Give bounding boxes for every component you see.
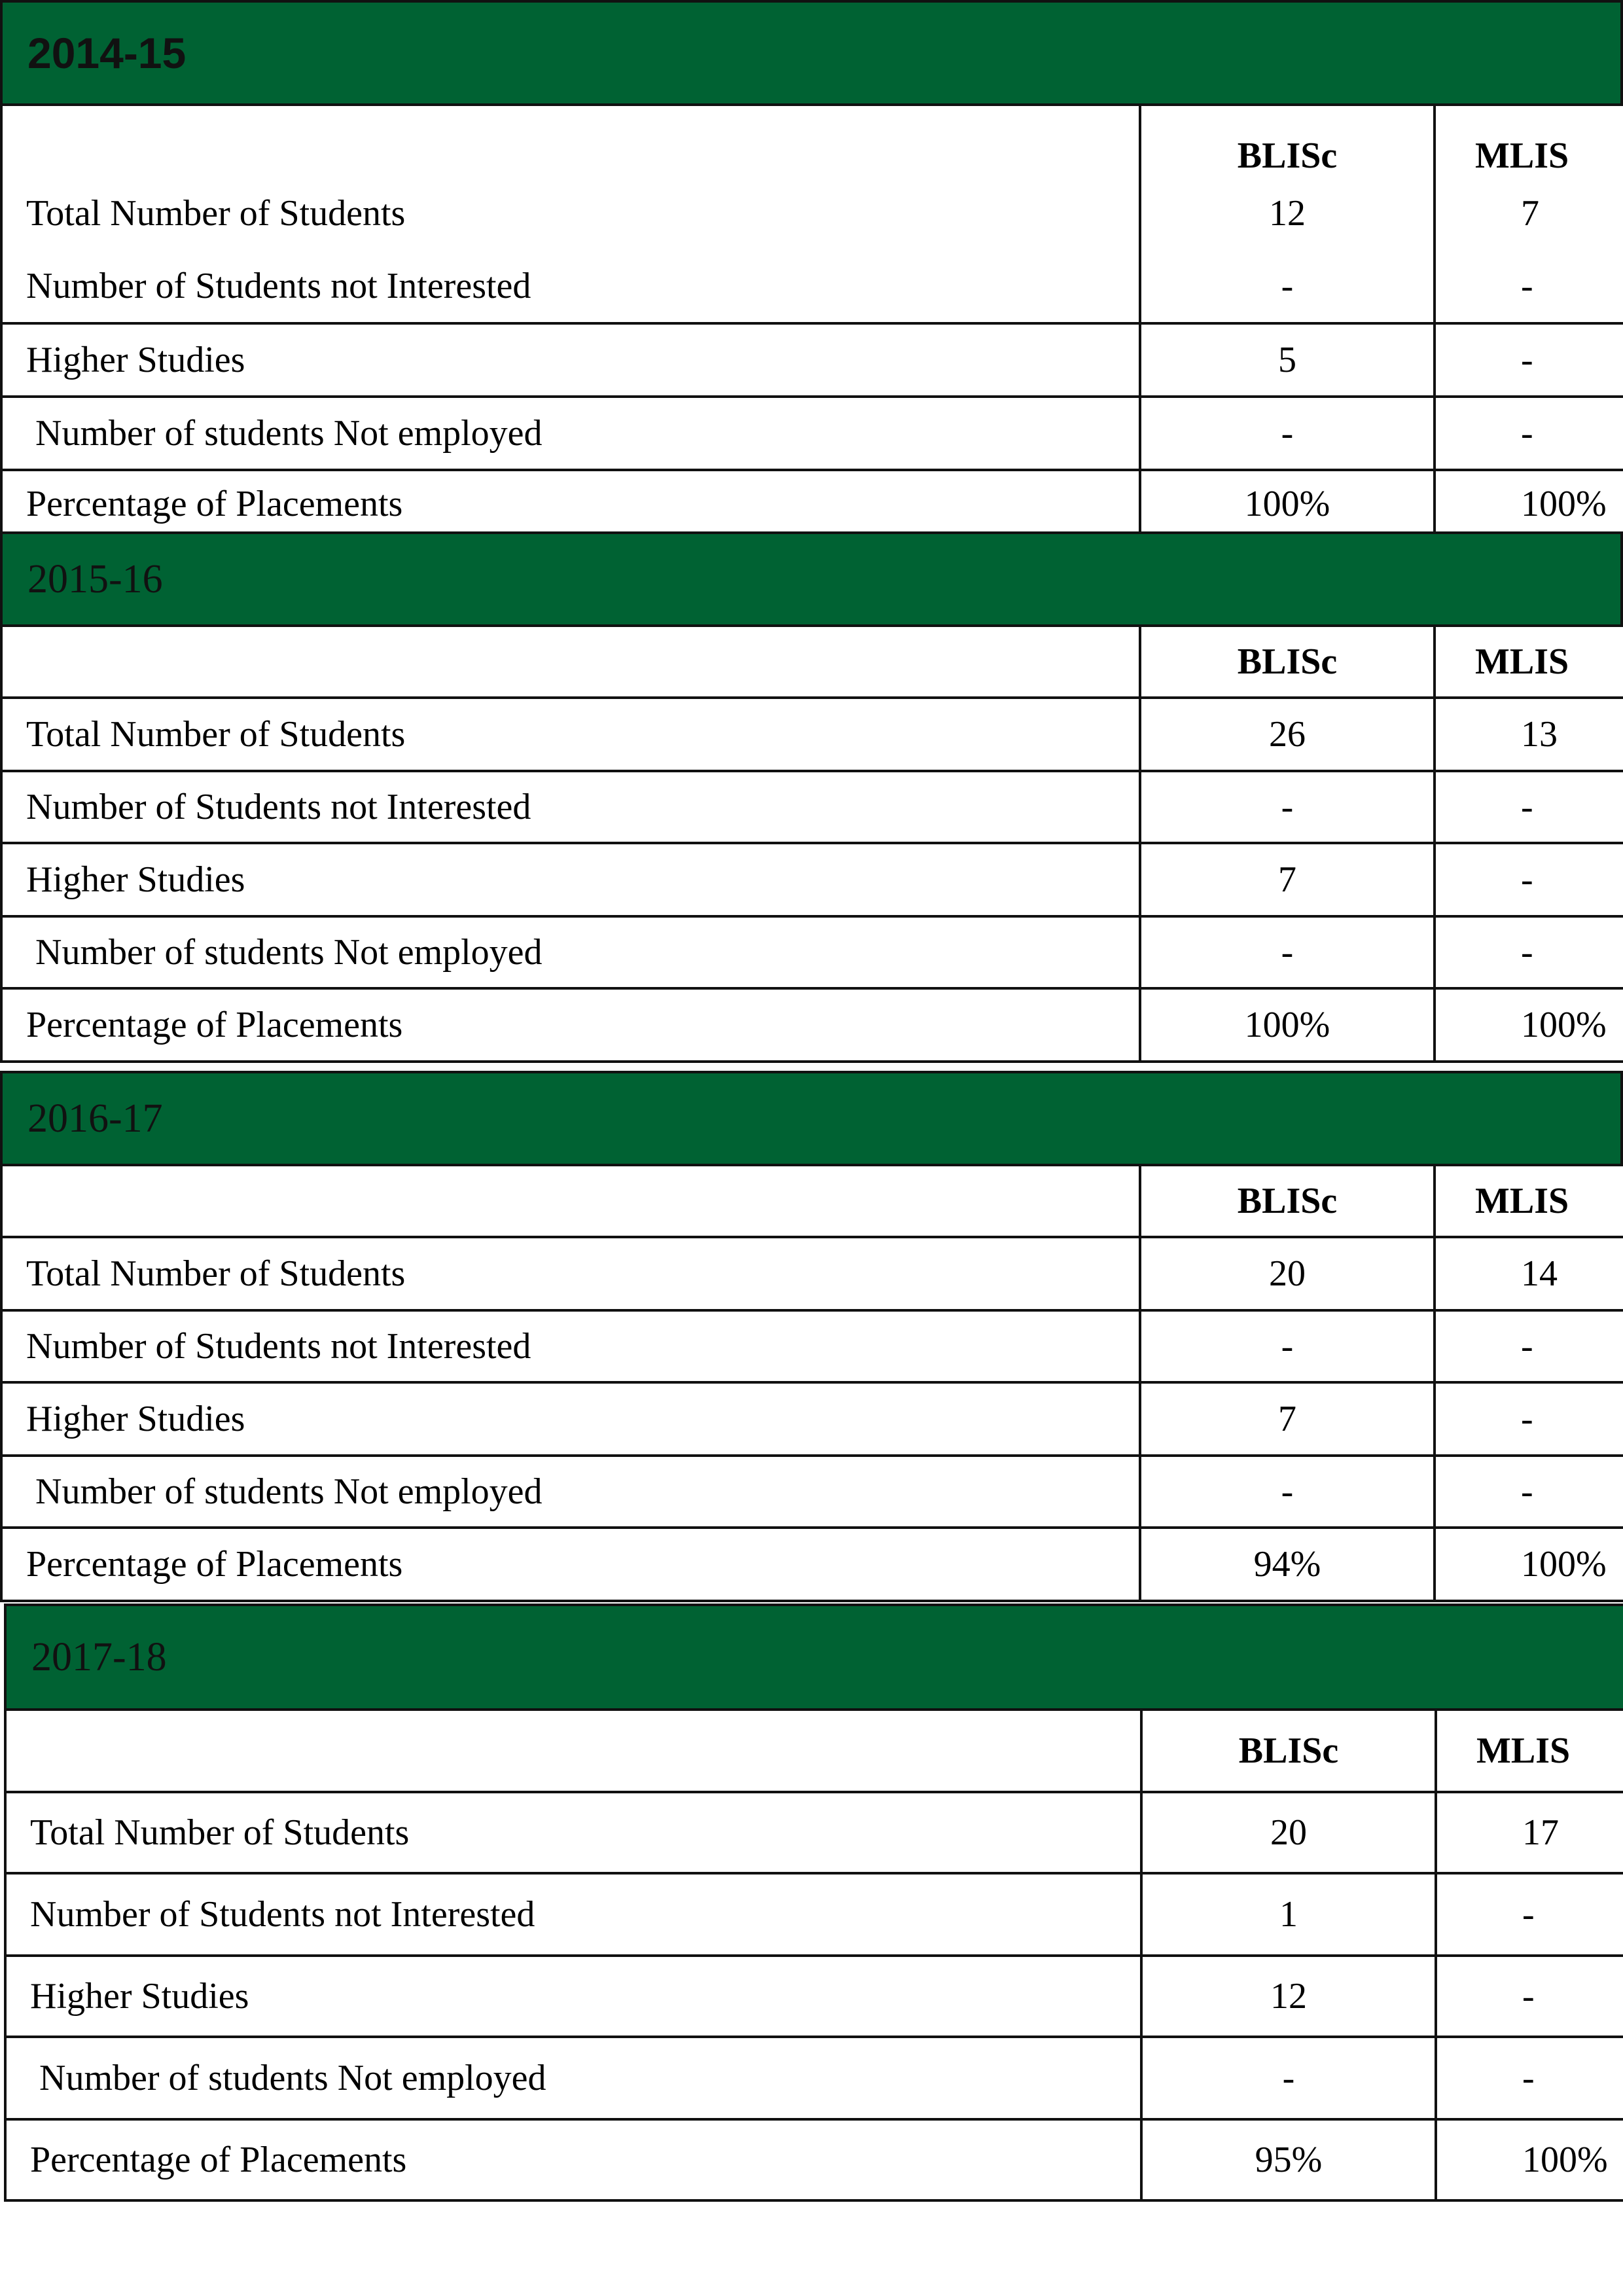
value-mlis: - — [1436, 1956, 1623, 2037]
column-header-mlis: MLIS — [1436, 1710, 1623, 1792]
column-header-blisc: BLISc — [1141, 1710, 1436, 1792]
value-mlis: 100% — [1435, 470, 1623, 537]
value-blisc: 95% — [1141, 2119, 1436, 2200]
value-blisc: - — [1140, 771, 1435, 843]
value-blisc: 7 — [1140, 1382, 1435, 1456]
placement-table — [0, 624, 1623, 1063]
row-label-total: Total Number of Students — [1, 1237, 1140, 1310]
row-label-percentage: Percentage of Placements — [1, 1528, 1140, 1601]
column-header-blisc: BLISc — [1140, 1165, 1435, 1237]
value-blisc: - — [1141, 2037, 1436, 2119]
value-mlis: 13 — [1435, 698, 1623, 771]
value-mlis: - — [1435, 323, 1623, 397]
placement-table — [0, 1164, 1623, 1602]
value-mlis: - — [1436, 2037, 1623, 2119]
value-mlis: - — [1435, 1382, 1623, 1456]
header-blank-cell — [1, 103, 1140, 177]
value-blisc: - — [1140, 916, 1435, 988]
value-mlis: 14 — [1435, 1237, 1623, 1310]
value-blisc: - — [1140, 397, 1435, 470]
value-mlis: - — [1436, 1873, 1623, 1956]
value-mlis: 100% — [1435, 988, 1623, 1062]
column-header-mlis: MLIS — [1435, 103, 1623, 177]
column-header-mlis: MLIS — [1435, 626, 1623, 698]
column-header-blisc: BLISc — [1140, 626, 1435, 698]
year-header-band — [0, 0, 1623, 106]
value-mlis: 100% — [1436, 2119, 1623, 2200]
row-label-higher-studies: Higher Studies — [5, 1956, 1141, 2037]
row-label-total: Total Number of Students — [5, 1792, 1141, 1873]
row-label-total: Total Number of Students — [1, 698, 1140, 771]
value-blisc: 100% — [1140, 988, 1435, 1062]
placement-table — [4, 1708, 1623, 2202]
year-label: 2015-16 — [27, 556, 163, 601]
column-header-mlis: MLIS — [1435, 1165, 1623, 1237]
header-blank-cell — [1, 1165, 1140, 1237]
section-2014-15 — [0, 0, 1623, 537]
section-2015-16 — [0, 531, 1623, 1064]
row-label-higher-studies: Higher Studies — [1, 323, 1140, 397]
year-header-band — [0, 1071, 1623, 1166]
year-label: 2014-15 — [27, 29, 187, 77]
value-mlis: 7 — [1435, 177, 1623, 250]
row-label-not-interested: Number of Students not Interested — [1, 1310, 1140, 1382]
value-mlis: - — [1435, 771, 1623, 843]
year-label: 2017-18 — [31, 1634, 167, 1679]
value-mlis: - — [1435, 916, 1623, 988]
section-2016-17 — [0, 1071, 1623, 1604]
column-header-blisc: BLISc — [1140, 103, 1435, 177]
row-label-percentage: Percentage of Placements — [1, 470, 1140, 537]
row-label-not-employed: Number of students Not employed — [5, 2037, 1141, 2119]
value-blisc: 26 — [1140, 698, 1435, 771]
value-mlis: - — [1435, 250, 1623, 323]
year-header-band — [4, 1604, 1623, 1711]
row-label-percentage: Percentage of Placements — [5, 2119, 1141, 2200]
row-label-higher-studies: Higher Studies — [1, 1382, 1140, 1456]
value-blisc: 100% — [1140, 470, 1435, 537]
row-label-not-interested: Number of Students not Interested — [1, 250, 1140, 323]
row-label-percentage: Percentage of Placements — [1, 988, 1140, 1062]
year-header-band — [0, 531, 1623, 627]
value-blisc: 12 — [1141, 1956, 1436, 2037]
row-label-not-interested: Number of Students not Interested — [1, 771, 1140, 843]
value-mlis: - — [1435, 397, 1623, 470]
header-blank-cell — [5, 1710, 1141, 1792]
value-mlis: 17 — [1436, 1792, 1623, 1873]
row-label-higher-studies: Higher Studies — [1, 843, 1140, 916]
value-mlis: - — [1435, 1310, 1623, 1382]
row-label-not-employed: Number of students Not employed — [1, 1456, 1140, 1528]
section-2017-18 — [4, 1604, 1623, 2206]
value-mlis: 100% — [1435, 1528, 1623, 1601]
value-blisc: 20 — [1140, 1237, 1435, 1310]
value-mlis: - — [1435, 1456, 1623, 1528]
value-blisc: 12 — [1140, 177, 1435, 250]
row-label-total: Total Number of Students — [1, 177, 1140, 250]
value-blisc: - — [1140, 1456, 1435, 1528]
value-blisc: 94% — [1140, 1528, 1435, 1601]
value-mlis: - — [1435, 843, 1623, 916]
row-label-not-interested: Number of Students not Interested — [5, 1873, 1141, 1956]
value-blisc: - — [1140, 250, 1435, 323]
header-blank-cell — [1, 626, 1140, 698]
value-blisc: 7 — [1140, 843, 1435, 916]
row-label-not-employed: Number of students Not employed — [1, 916, 1140, 988]
year-label: 2016-17 — [27, 1096, 163, 1141]
value-blisc: 5 — [1140, 323, 1435, 397]
value-blisc: 1 — [1141, 1873, 1436, 1956]
row-label-not-employed: Number of students Not employed — [1, 397, 1140, 470]
value-blisc: - — [1140, 1310, 1435, 1382]
value-blisc: 20 — [1141, 1792, 1436, 1873]
placement-table — [0, 103, 1623, 537]
